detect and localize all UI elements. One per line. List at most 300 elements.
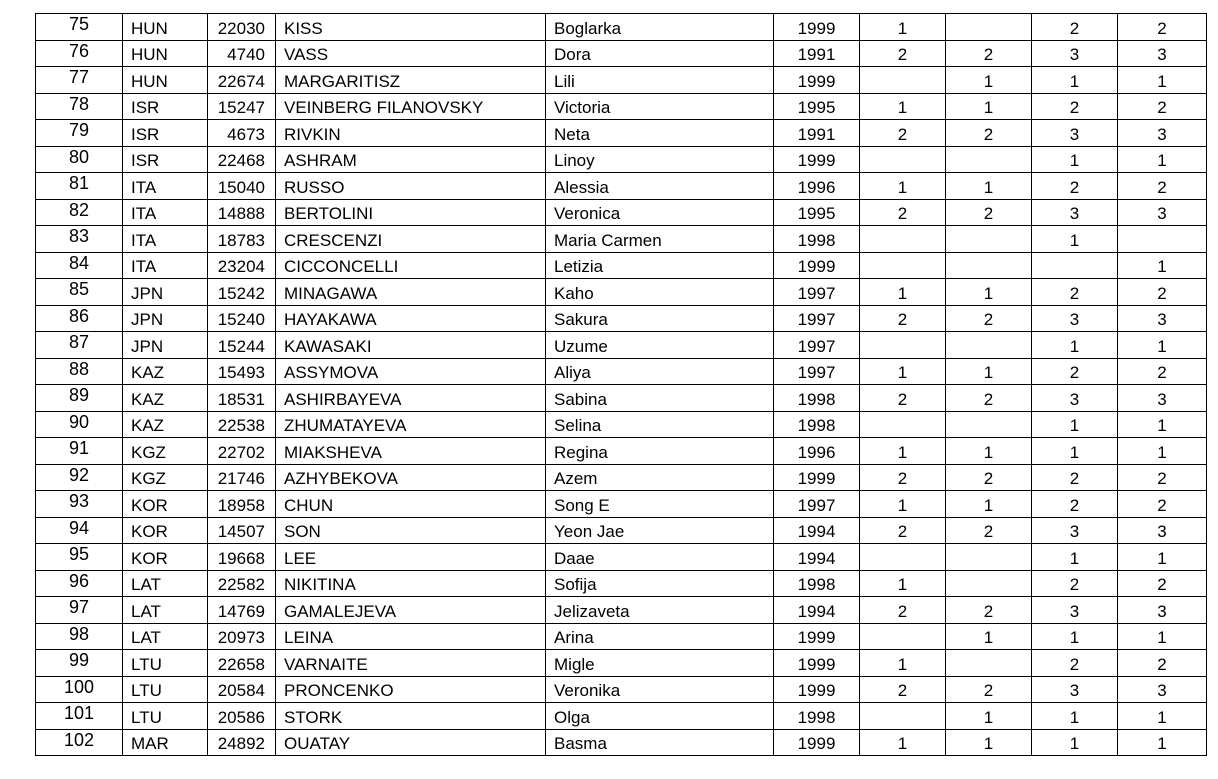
athlete-id-cell: 22468 (208, 146, 276, 173)
last-name-cell: VEINBERG FILANOVSKY (276, 93, 546, 120)
col-c-cell: 1 (1032, 623, 1118, 650)
last-name-cell: SON (276, 517, 546, 544)
first-name-cell: Maria Carmen (546, 226, 774, 253)
col-c-cell: 3 (1032, 305, 1118, 332)
first-name-cell: Arina (546, 623, 774, 650)
first-name-cell: Sakura (546, 305, 774, 332)
col-d-cell: 1 (1118, 623, 1207, 650)
col-b-cell: 1 (946, 279, 1032, 306)
birth-year-cell: 1997 (774, 279, 860, 306)
col-d-cell: 1 (1118, 703, 1207, 730)
col-c-cell: 1 (1032, 703, 1118, 730)
birth-year-cell: 1991 (774, 40, 860, 67)
col-a-cell: 1 (860, 650, 946, 677)
row-number-cell: 96 (36, 570, 123, 597)
col-c-cell: 1 (1032, 226, 1118, 253)
first-name-cell: Selina (546, 411, 774, 438)
col-c-cell: 3 (1032, 199, 1118, 226)
row-number-cell: 90 (36, 411, 123, 438)
row-number-cell: 76 (36, 40, 123, 67)
col-c-cell: 3 (1032, 385, 1118, 412)
col-c-cell: 1 (1032, 146, 1118, 173)
country-code-cell: JPN (123, 332, 208, 359)
birth-year-cell: 1999 (774, 623, 860, 650)
birth-year-cell: 1991 (774, 120, 860, 147)
row-number-cell: 92 (36, 464, 123, 491)
birth-year-cell: 1997 (774, 491, 860, 518)
birth-year-cell: 1999 (774, 676, 860, 703)
row-number-cell: 79 (36, 120, 123, 147)
athlete-id-cell: 18958 (208, 491, 276, 518)
col-b-cell: 1 (946, 729, 1032, 756)
country-code-cell: LTU (123, 703, 208, 730)
athlete-id-cell: 18531 (208, 385, 276, 412)
birth-year-cell: 1998 (774, 411, 860, 438)
col-a-cell: 2 (860, 517, 946, 544)
table-row (36, 597, 1207, 624)
row-number-cell: 102 (36, 729, 123, 756)
country-code-cell: LAT (123, 623, 208, 650)
col-a-cell (860, 67, 946, 94)
last-name-cell: CHUN (276, 491, 546, 518)
col-b-cell: 2 (946, 305, 1032, 332)
last-name-cell: VARNAITE (276, 650, 546, 677)
row-number-cell: 88 (36, 358, 123, 385)
table-row (36, 226, 1207, 253)
country-code-cell: LTU (123, 676, 208, 703)
table-row (36, 40, 1207, 67)
row-number-cell: 78 (36, 93, 123, 120)
birth-year-cell: 1997 (774, 332, 860, 359)
col-a-cell: 2 (860, 597, 946, 624)
row-number-cell: 86 (36, 305, 123, 332)
col-d-cell: 3 (1118, 597, 1207, 624)
country-code-cell: ISR (123, 120, 208, 147)
row-number-cell: 98 (36, 623, 123, 650)
country-code-cell: KAZ (123, 385, 208, 412)
birth-year-cell: 1995 (774, 199, 860, 226)
athlete-id-cell: 22702 (208, 438, 276, 465)
birth-year-cell: 1997 (774, 305, 860, 332)
col-c-cell: 2 (1032, 570, 1118, 597)
country-code-cell: KAZ (123, 411, 208, 438)
col-b-cell: 2 (946, 517, 1032, 544)
col-d-cell: 2 (1118, 491, 1207, 518)
table-row (36, 120, 1207, 147)
col-a-cell: 1 (860, 729, 946, 756)
first-name-cell: Olga (546, 703, 774, 730)
country-code-cell: KGZ (123, 438, 208, 465)
athlete-table (35, 13, 1207, 756)
col-b-cell: 2 (946, 597, 1032, 624)
athlete-id-cell: 15040 (208, 173, 276, 200)
col-c-cell: 2 (1032, 173, 1118, 200)
table-row (36, 279, 1207, 306)
birth-year-cell: 1998 (774, 703, 860, 730)
col-b-cell: 1 (946, 491, 1032, 518)
col-d-cell: 3 (1118, 40, 1207, 67)
last-name-cell: LEE (276, 544, 546, 571)
col-a-cell (860, 332, 946, 359)
birth-year-cell: 1998 (774, 570, 860, 597)
col-a-cell (860, 411, 946, 438)
athlete-id-cell: 4673 (208, 120, 276, 147)
table-row (36, 411, 1207, 438)
birth-year-cell: 1996 (774, 438, 860, 465)
first-name-cell: Uzume (546, 332, 774, 359)
col-c-cell: 1 (1032, 438, 1118, 465)
athlete-id-cell: 20584 (208, 676, 276, 703)
first-name-cell: Lili (546, 67, 774, 94)
birth-year-cell: 1999 (774, 729, 860, 756)
col-c-cell: 1 (1032, 332, 1118, 359)
last-name-cell: ASSYMOVA (276, 358, 546, 385)
last-name-cell: KISS (276, 14, 546, 41)
table-row (36, 173, 1207, 200)
col-a-cell: 1 (860, 358, 946, 385)
table-row (36, 729, 1207, 756)
first-name-cell: Regina (546, 438, 774, 465)
col-b-cell: 1 (946, 358, 1032, 385)
row-number-cell: 99 (36, 650, 123, 677)
col-d-cell (1118, 226, 1207, 253)
col-c-cell: 1 (1032, 544, 1118, 571)
athlete-id-cell: 15242 (208, 279, 276, 306)
first-name-cell: Sabina (546, 385, 774, 412)
col-a-cell: 2 (860, 305, 946, 332)
last-name-cell: VASS (276, 40, 546, 67)
col-b-cell (946, 411, 1032, 438)
table-row (36, 199, 1207, 226)
last-name-cell: BERTOLINI (276, 199, 546, 226)
col-d-cell: 1 (1118, 411, 1207, 438)
last-name-cell: CICCONCELLI (276, 252, 546, 279)
col-d-cell: 3 (1118, 676, 1207, 703)
col-d-cell: 1 (1118, 146, 1207, 173)
row-number-cell: 81 (36, 173, 123, 200)
country-code-cell: ITA (123, 252, 208, 279)
table-row (36, 358, 1207, 385)
last-name-cell: AZHYBEKOVA (276, 464, 546, 491)
table-row (36, 146, 1207, 173)
col-a-cell: 1 (860, 279, 946, 306)
col-b-cell: 1 (946, 93, 1032, 120)
col-b-cell (946, 226, 1032, 253)
col-a-cell (860, 623, 946, 650)
col-a-cell (860, 146, 946, 173)
col-c-cell: 2 (1032, 279, 1118, 306)
col-a-cell: 1 (860, 438, 946, 465)
country-code-cell: ISR (123, 93, 208, 120)
col-d-cell: 1 (1118, 252, 1207, 279)
row-number-cell: 94 (36, 517, 123, 544)
athlete-id-cell: 4740 (208, 40, 276, 67)
col-d-cell: 2 (1118, 570, 1207, 597)
table-row (36, 491, 1207, 518)
col-b-cell: 1 (946, 703, 1032, 730)
athlete-id-cell: 23204 (208, 252, 276, 279)
last-name-cell: RIVKIN (276, 120, 546, 147)
col-c-cell: 3 (1032, 40, 1118, 67)
col-d-cell: 2 (1118, 650, 1207, 677)
country-code-cell: KOR (123, 544, 208, 571)
country-code-cell: ITA (123, 173, 208, 200)
first-name-cell: Aliya (546, 358, 774, 385)
row-number-cell: 82 (36, 199, 123, 226)
col-d-cell: 2 (1118, 173, 1207, 200)
col-d-cell: 2 (1118, 14, 1207, 41)
col-b-cell: 2 (946, 120, 1032, 147)
col-b-cell: 1 (946, 67, 1032, 94)
col-a-cell: 1 (860, 173, 946, 200)
first-name-cell: Linoy (546, 146, 774, 173)
country-code-cell: LAT (123, 597, 208, 624)
table-row (36, 517, 1207, 544)
row-number-cell: 97 (36, 597, 123, 624)
athlete-id-cell: 21746 (208, 464, 276, 491)
first-name-cell: Kaho (546, 279, 774, 306)
col-a-cell: 2 (860, 676, 946, 703)
last-name-cell: CRESCENZI (276, 226, 546, 253)
birth-year-cell: 1999 (774, 464, 860, 491)
first-name-cell: Basma (546, 729, 774, 756)
birth-year-cell: 1998 (774, 226, 860, 253)
athlete-id-cell: 15247 (208, 93, 276, 120)
last-name-cell: MINAGAWA (276, 279, 546, 306)
country-code-cell: LTU (123, 650, 208, 677)
birth-year-cell: 1998 (774, 385, 860, 412)
birth-year-cell: 1999 (774, 14, 860, 41)
table-row (36, 676, 1207, 703)
birth-year-cell: 1994 (774, 544, 860, 571)
col-d-cell: 3 (1118, 385, 1207, 412)
col-d-cell: 2 (1118, 358, 1207, 385)
table-row (36, 570, 1207, 597)
col-d-cell: 1 (1118, 438, 1207, 465)
col-b-cell: 2 (946, 385, 1032, 412)
athlete-id-cell: 15493 (208, 358, 276, 385)
athlete-id-cell: 24892 (208, 729, 276, 756)
table-row (36, 544, 1207, 571)
col-b-cell (946, 146, 1032, 173)
row-number-cell: 95 (36, 544, 123, 571)
last-name-cell: LEINA (276, 623, 546, 650)
athlete-id-cell: 20586 (208, 703, 276, 730)
birth-year-cell: 1994 (774, 597, 860, 624)
last-name-cell: MIAKSHEVA (276, 438, 546, 465)
row-number-cell: 83 (36, 226, 123, 253)
country-code-cell: KOR (123, 517, 208, 544)
athlete-id-cell: 14769 (208, 597, 276, 624)
first-name-cell: Sofija (546, 570, 774, 597)
country-code-cell: MAR (123, 729, 208, 756)
country-code-cell: JPN (123, 305, 208, 332)
col-c-cell: 1 (1032, 67, 1118, 94)
country-code-cell: HUN (123, 40, 208, 67)
country-code-cell: LAT (123, 570, 208, 597)
athlete-id-cell: 14888 (208, 199, 276, 226)
col-c-cell: 2 (1032, 93, 1118, 120)
col-d-cell: 3 (1118, 305, 1207, 332)
col-b-cell (946, 544, 1032, 571)
col-a-cell: 2 (860, 199, 946, 226)
table-row (36, 252, 1207, 279)
col-b-cell: 2 (946, 464, 1032, 491)
first-name-cell: Migle (546, 650, 774, 677)
athlete-id-cell: 22658 (208, 650, 276, 677)
first-name-cell: Dora (546, 40, 774, 67)
col-d-cell: 3 (1118, 517, 1207, 544)
col-d-cell: 2 (1118, 464, 1207, 491)
col-a-cell: 2 (860, 120, 946, 147)
col-c-cell: 2 (1032, 464, 1118, 491)
table-row (36, 623, 1207, 650)
col-c-cell: 1 (1032, 729, 1118, 756)
col-d-cell: 3 (1118, 120, 1207, 147)
last-name-cell: ASHRAM (276, 146, 546, 173)
last-name-cell: OUATAY (276, 729, 546, 756)
last-name-cell: ASHIRBAYEVA (276, 385, 546, 412)
first-name-cell: Boglarka (546, 14, 774, 41)
col-b-cell (946, 570, 1032, 597)
col-a-cell: 1 (860, 93, 946, 120)
col-b-cell (946, 14, 1032, 41)
country-code-cell: ITA (123, 226, 208, 253)
table-row (36, 464, 1207, 491)
table-row (36, 305, 1207, 332)
table-row (36, 385, 1207, 412)
athlete-id-cell: 15244 (208, 332, 276, 359)
first-name-cell: Victoria (546, 93, 774, 120)
athlete-id-cell: 14507 (208, 517, 276, 544)
col-a-cell: 2 (860, 40, 946, 67)
row-number-cell: 80 (36, 146, 123, 173)
last-name-cell: KAWASAKI (276, 332, 546, 359)
birth-year-cell: 1994 (774, 517, 860, 544)
athlete-id-cell: 22582 (208, 570, 276, 597)
col-a-cell: 1 (860, 570, 946, 597)
col-b-cell: 1 (946, 438, 1032, 465)
table-row (36, 650, 1207, 677)
col-c-cell: 3 (1032, 120, 1118, 147)
table-row (36, 67, 1207, 94)
athlete-id-cell: 19668 (208, 544, 276, 571)
country-code-cell: ITA (123, 199, 208, 226)
col-b-cell (946, 252, 1032, 279)
table-row (36, 14, 1207, 41)
col-a-cell (860, 703, 946, 730)
table-row (36, 438, 1207, 465)
col-a-cell (860, 252, 946, 279)
col-b-cell (946, 332, 1032, 359)
country-code-cell: KGZ (123, 464, 208, 491)
first-name-cell: Jelizaveta (546, 597, 774, 624)
col-c-cell: 2 (1032, 14, 1118, 41)
col-d-cell: 1 (1118, 729, 1207, 756)
col-a-cell: 1 (860, 491, 946, 518)
row-number-cell: 101 (36, 703, 123, 730)
col-c-cell: 2 (1032, 358, 1118, 385)
row-number-cell: 87 (36, 332, 123, 359)
col-d-cell: 1 (1118, 544, 1207, 571)
row-number-cell: 89 (36, 385, 123, 412)
col-d-cell: 2 (1118, 279, 1207, 306)
col-c-cell: 2 (1032, 650, 1118, 677)
col-c-cell (1032, 252, 1118, 279)
athlete-id-cell: 22030 (208, 14, 276, 41)
col-c-cell: 1 (1032, 411, 1118, 438)
row-number-cell: 93 (36, 491, 123, 518)
athlete-id-cell: 22674 (208, 67, 276, 94)
col-c-cell: 3 (1032, 597, 1118, 624)
col-a-cell: 1 (860, 14, 946, 41)
athlete-id-cell: 18783 (208, 226, 276, 253)
col-a-cell (860, 544, 946, 571)
col-b-cell: 1 (946, 623, 1032, 650)
last-name-cell: ZHUMATAYEVA (276, 411, 546, 438)
birth-year-cell: 1999 (774, 650, 860, 677)
col-a-cell: 2 (860, 385, 946, 412)
col-d-cell: 2 (1118, 93, 1207, 120)
last-name-cell: GAMALEJEVA (276, 597, 546, 624)
last-name-cell: HAYAKAWA (276, 305, 546, 332)
athlete-id-cell: 22538 (208, 411, 276, 438)
col-a-cell: 2 (860, 464, 946, 491)
birth-year-cell: 1995 (774, 93, 860, 120)
col-c-cell: 3 (1032, 676, 1118, 703)
col-b-cell: 2 (946, 676, 1032, 703)
col-d-cell: 3 (1118, 199, 1207, 226)
table-row (36, 332, 1207, 359)
row-number-cell: 75 (36, 14, 123, 41)
col-d-cell: 1 (1118, 67, 1207, 94)
last-name-cell: PRONCENKO (276, 676, 546, 703)
first-name-cell: Alessia (546, 173, 774, 200)
first-name-cell: Veronica (546, 199, 774, 226)
country-code-cell: JPN (123, 279, 208, 306)
col-d-cell: 1 (1118, 332, 1207, 359)
col-c-cell: 2 (1032, 491, 1118, 518)
first-name-cell: Song E (546, 491, 774, 518)
row-number-cell: 100 (36, 676, 123, 703)
col-b-cell: 2 (946, 199, 1032, 226)
table-row (36, 703, 1207, 730)
col-b-cell: 1 (946, 173, 1032, 200)
table-row (36, 93, 1207, 120)
country-code-cell: KOR (123, 491, 208, 518)
country-code-cell: KAZ (123, 358, 208, 385)
last-name-cell: NIKITINA (276, 570, 546, 597)
birth-year-cell: 1999 (774, 146, 860, 173)
col-a-cell (860, 226, 946, 253)
last-name-cell: RUSSO (276, 173, 546, 200)
row-number-cell: 77 (36, 67, 123, 94)
col-b-cell (946, 650, 1032, 677)
country-code-cell: HUN (123, 67, 208, 94)
first-name-cell: Azem (546, 464, 774, 491)
last-name-cell: STORK (276, 703, 546, 730)
birth-year-cell: 1997 (774, 358, 860, 385)
country-code-cell: ISR (123, 146, 208, 173)
table-body (36, 14, 1207, 756)
last-name-cell: MARGARITISZ (276, 67, 546, 94)
athlete-id-cell: 20973 (208, 623, 276, 650)
first-name-cell: Daae (546, 544, 774, 571)
col-b-cell: 2 (946, 40, 1032, 67)
athlete-id-cell: 15240 (208, 305, 276, 332)
first-name-cell: Veronika (546, 676, 774, 703)
col-c-cell: 3 (1032, 517, 1118, 544)
